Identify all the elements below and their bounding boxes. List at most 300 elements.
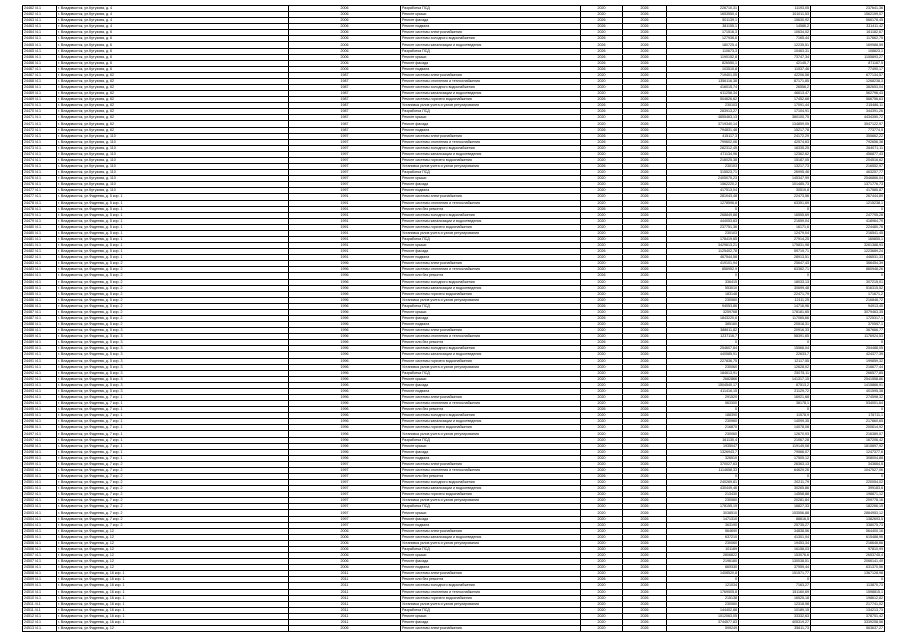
cell-record-code: 24500 /4.1 (23, 467, 57, 473)
cell-cost-b: 0 (811, 340, 885, 346)
cell-total-cost: 127936,6 (667, 36, 739, 42)
cell-address: г. Владивосток, ул.Фадеева, д. 16 кор. 1 (57, 583, 289, 589)
cell-address: г. Владивосток, ул.Фадеева, д. 7 кор. 1 (57, 431, 289, 437)
cell-year-to: 2026 (623, 103, 667, 109)
cell-year-from: 2020 (581, 6, 623, 12)
cell-total-cost: 3429613,21 (667, 243, 739, 249)
cell-address: г. Владивосток, ул.Кутузова, д. 110 (57, 139, 289, 145)
cell-build-year: 1997 (289, 522, 401, 528)
cell-cost-a: 14558,88 (739, 492, 811, 498)
cell-record-code: 24496 /4.1 (23, 425, 57, 431)
cell-cost-b: 2541558,86 (811, 376, 885, 382)
cell-cost-b: 209778,16 (811, 498, 885, 504)
cell-address: г. Владивосток, ул.Фадеева, д. 7 кор. 2 (57, 480, 289, 486)
cell-record-code: 24503 /4.1 (23, 504, 57, 510)
cell-cost-a: 20916,33 (739, 328, 811, 334)
cell-address: г. Владивосток, ул.Фадеева, д. 7 кор. 2 (57, 486, 289, 492)
cell-work-type: Ремонт системы отопления и теплоснабжения (401, 200, 581, 206)
cell-total-cost: 1012063,05 (667, 613, 739, 619)
cell-cost-b: 1223689,24 (811, 249, 885, 255)
cell-work-type: Ремонт подвала (401, 188, 581, 194)
cell-build-year: 2006 (289, 625, 401, 631)
cell-year-from: 2020 (581, 224, 623, 230)
cell-cost-b: 3547122,97 (811, 121, 885, 127)
cell-work-type: Ремонт или без ремонта (401, 340, 581, 346)
cell-year-from: 2020 (581, 376, 623, 382)
cell-total-cost: 370027,63 (667, 461, 739, 467)
cell-build-year: 1996 (289, 346, 401, 352)
cell-work-type: Ремонт или без ремонта (401, 474, 581, 480)
cell-record-code: 24464 /4.1 (23, 30, 57, 36)
cell-work-type: Ремонт фасада (401, 516, 581, 522)
cell-cost-b: 200614,92 (811, 425, 885, 431)
cell-cost-a: 17452,68 (739, 97, 811, 103)
cell-total-cost: 110673,3 (667, 48, 739, 54)
cell-year-from: 2020 (581, 467, 623, 473)
cell-year-from: 2026 (581, 24, 623, 30)
cell-record-code: 24465 /4.1 (23, 48, 57, 54)
cell-total-cost: 1935047 (667, 443, 739, 449)
cell-total-cost: 563300 (667, 401, 739, 407)
cell-record-code: 24513 /4.1 (23, 625, 57, 631)
cell-year-from: 2020 (581, 401, 623, 407)
cell-total-cost: 215138 (667, 595, 739, 601)
cell-address: г. Владивосток, ул.Фадеева, д. 5 кор. 3 (57, 364, 289, 370)
cell-record-code: 24481 /4.1 (23, 236, 57, 242)
cell-year-to: 2026 (623, 571, 667, 577)
cell-address: г. Владивосток, ул.Кутузова, д. 4 (57, 12, 289, 18)
cell-year-from: 2020 (581, 182, 623, 188)
cell-total-cost: 240269,81 (667, 480, 739, 486)
cell-build-year: 1996 (289, 352, 401, 358)
cell-build-year: 1996 (289, 297, 401, 303)
cell-year-from: 2020 (581, 498, 623, 504)
cell-work-type: Ремонт системы горячего водоснабжения (401, 291, 581, 297)
cell-total-cost: 799602,06 (667, 139, 739, 145)
cell-cost-a: 42145,7 (739, 60, 811, 66)
cell-cost-b: 331411,42 (811, 24, 885, 30)
cell-build-year: 1987 (289, 121, 401, 127)
cell-record-code: 24474 /4.1 (23, 157, 57, 163)
cell-build-year: 1996 (289, 370, 401, 376)
cell-year-to: 2026 (623, 413, 667, 419)
cell-build-year: 1987 (289, 72, 401, 78)
cell-cost-a: 175831,98 (739, 243, 811, 249)
cell-work-type: Ремонт или без ремонта (401, 577, 581, 583)
cell-total-cost: 0 (667, 577, 739, 583)
cell-cost-a: 63351,69 (739, 200, 811, 206)
cell-year-to: 2026 (623, 206, 667, 212)
cell-record-code: 24512 /4.1 (23, 613, 57, 619)
cell-year-from: 2020 (581, 12, 623, 18)
cell-build-year: 1997 (289, 516, 401, 522)
cell-total-cost: 216870 (667, 425, 739, 431)
cell-total-cost: 230060 (667, 431, 739, 437)
cell-year-to: 2026 (623, 315, 667, 321)
cell-year-from: 2020 (581, 461, 623, 467)
cell-build-year: 2006 (289, 528, 401, 534)
cell-year-from: 2026 (581, 474, 623, 480)
cell-cost-b: 463257,77 (811, 170, 885, 176)
cell-record-code: 24490 /4.1 (23, 352, 57, 358)
cell-year-from: 2020 (581, 431, 623, 437)
cell-address: г. Владивосток, ул.Кутузова, д. 4 (57, 6, 289, 12)
cell-address: г. Владивосток, ул.Фадеева, д. 16 кор. 1 (57, 571, 289, 577)
cell-year-from: 2020 (581, 291, 623, 297)
cell-address: г. Владивосток, ул.Кутузова, д. 4 (57, 18, 289, 24)
cell-work-type: Разработка ПСД (401, 236, 581, 242)
cell-cost-b: 1598815,1 (811, 589, 885, 595)
cell-work-type: Ремонт фасада (401, 382, 581, 388)
cell-work-type: Ремонт крыши (401, 115, 581, 121)
cell-address: г. Владивосток, ул.Кутузова, д. 110 (57, 182, 289, 188)
cell-cost-b: 338075,73 (811, 522, 885, 528)
cell-build-year: 1996 (289, 328, 401, 334)
cell-build-year: 1991 (289, 243, 401, 249)
cell-year-from: 2020 (581, 516, 623, 522)
cell-address: г. Владивосток, ул.Фадеева, д. 16 кор. 1 (57, 607, 289, 613)
cell-year-from: 2020 (581, 528, 623, 534)
cell-work-type: Ремонт системы канализации и водоотведения (401, 419, 581, 425)
cell-build-year: 2011 (289, 613, 401, 619)
cell-cost-a: 12111,25 (739, 297, 811, 303)
cell-record-code: 24469 /4.1 (23, 91, 57, 97)
cell-cost-b: 308004,88 (811, 455, 885, 461)
cell-record-code: 24479 /4.1 (23, 212, 57, 218)
cell-address: г. Владивосток, ул.Фадеева, д. 16 кор. 1 (57, 601, 289, 607)
cell-total-cost: 1843220,6 (667, 315, 739, 321)
cell-year-to: 2026 (623, 425, 667, 431)
cell-address: г. Владивосток, ул.Фадеева, д. 12 (57, 565, 289, 571)
cell-work-type: Ремонт системы электроснабжения (401, 625, 581, 631)
cell-record-code: 24502 /4.1 (23, 492, 57, 498)
cell-record-code: 24511 /4.1 (23, 607, 57, 613)
cell-address: г. Владивосток, ул.Фадеева, д. 12 (57, 546, 289, 552)
cell-year-to: 2026 (623, 145, 667, 151)
cell-year-from: 2020 (581, 492, 623, 498)
cell-cost-a: 73747,34 (739, 54, 811, 60)
cell-year-to: 2026 (623, 553, 667, 559)
cell-year-to: 2026 (623, 255, 667, 261)
cell-build-year: 1996 (289, 443, 401, 449)
cell-address: г. Владивосток, ул.Фадеева, д. 7 кор. 2 (57, 516, 289, 522)
cell-year-to: 2026 (623, 619, 667, 625)
table-row (23, 625, 885, 631)
cell-record-code: 24474 /4.1 (23, 151, 57, 157)
cell-record-code: 24481 /4.1 (23, 243, 57, 249)
cell-year-to: 2026 (623, 504, 667, 510)
cell-work-type: Ремонт системы горячего водоснабжения (401, 157, 581, 163)
cell-year-to: 2026 (623, 376, 667, 382)
cell-year-to: 2026 (623, 522, 667, 528)
cell-record-code: 24510 /4.1 (23, 589, 57, 595)
cell-total-cost: 1237116,7 (667, 334, 739, 340)
cell-cost-a: 11193,05 (739, 6, 811, 12)
cell-year-from: 2026 (581, 577, 623, 583)
cell-year-to: 2026 (623, 121, 667, 127)
cell-total-cost: 3744577,83 (667, 619, 739, 625)
cell-build-year: 1996 (289, 267, 401, 273)
cell-total-cost: 101169 (667, 546, 739, 552)
cell-cost-b: 199859,32 (811, 358, 885, 364)
cell-cost-a: 0 (739, 474, 811, 480)
cell-work-type: Ремонт системы отопления и теплоснабжения (401, 334, 581, 340)
cell-year-to: 2026 (623, 200, 667, 206)
cell-cost-b: 224480,78 (811, 224, 885, 230)
cell-total-cost: 326510 (667, 455, 739, 461)
cell-address: г. Владивосток, ул.Кутузова, д. 62 (57, 91, 289, 97)
cell-year-to: 2026 (623, 109, 667, 115)
cell-total-cost: 216025,38 (667, 157, 739, 163)
cell-build-year: 1987 (289, 115, 401, 121)
cell-work-type: Установка узлов учета и узлов регулирования (401, 540, 581, 546)
cell-cost-b: 418964,79 (811, 218, 885, 224)
cell-cost-a: 117065,66 (739, 315, 811, 321)
cell-address: г. Владивосток, ул.Кутузова, д. 110 (57, 145, 289, 151)
cell-address: г. Владивосток, ул.Фадеева, д. 7 кор. 1 (57, 449, 289, 455)
cell-cost-b: 0 (811, 407, 885, 413)
cell-address: г. Владивосток, ул.Фадеева, д. 5 кор. 2 (57, 267, 289, 273)
cell-build-year: 2006 (289, 553, 401, 559)
cell-cost-b: 417585,87 (811, 188, 885, 194)
cell-build-year: 2006 (289, 60, 401, 66)
cell-address: г. Владивосток, ул.Фадеева, д. 5 кор. 2 (57, 261, 289, 267)
cell-total-cost: 416015,74 (667, 85, 739, 91)
cell-year-from: 2020 (581, 85, 623, 91)
cell-cost-a: 0 (739, 273, 811, 279)
cell-total-cost: 1471310 (667, 516, 739, 522)
cell-year-from: 2020 (581, 382, 623, 388)
cell-total-cost: 599249 (667, 625, 739, 631)
cell-year-from: 2020 (581, 151, 623, 157)
cell-year-from: 2020 (581, 443, 623, 449)
cell-year-from: 2020 (581, 589, 623, 595)
cell-record-code: 24507 /4.1 (23, 553, 57, 559)
cell-year-from: 2020 (581, 546, 623, 552)
cell-total-cost: 226710,31 (667, 6, 739, 12)
cell-year-from: 2026 (581, 340, 623, 346)
cell-record-code: 24477 /4.1 (23, 188, 57, 194)
cell-year-to: 2026 (623, 12, 667, 18)
cell-record-code: 24475 /4.1 (23, 170, 57, 176)
cell-work-type: Ремонт системы горячего водоснабжения (401, 425, 581, 431)
cell-address: г. Владивосток, ул.Кутузова, д. 62 (57, 78, 289, 84)
cell-cost-a: 101485,73 (739, 182, 811, 188)
cell-record-code: 24485 /4.1 (23, 285, 57, 291)
cell-year-from: 2020 (581, 346, 623, 352)
cell-year-to: 2026 (623, 194, 667, 200)
cell-year-to: 2026 (623, 60, 667, 66)
cell-build-year: 1996 (289, 407, 401, 413)
cell-address: г. Владивосток, ул.Фадеева, д. 7 кор. 2 (57, 498, 289, 504)
cell-cost-b: 117662,75 (811, 36, 885, 42)
cell-year-from: 2020 (581, 540, 623, 546)
cell-work-type: Ремонт фасада (401, 315, 581, 321)
cell-address: г. Владивосток, ул.Фадеева, д. 7 кор. 2 (57, 461, 289, 467)
cell-cost-b: 182266,15 (811, 504, 885, 510)
cell-address: г. Владивосток, ул.Кутузова, д. 6 (57, 66, 289, 72)
cell-build-year: 1996 (289, 437, 401, 443)
cell-record-code: 24497 /4.1 (23, 431, 57, 437)
cell-year-from: 2020 (581, 583, 623, 589)
cell-cost-b: 1176924,53 (811, 334, 885, 340)
cell-record-code: 24494 /4.1 (23, 401, 57, 407)
cell-record-code: 24485 /4.1 (23, 291, 57, 297)
cell-cost-b: 534001,64 (811, 401, 885, 407)
cell-cost-a: 21067,28 (739, 437, 811, 443)
cell-cost-b: 1815897,92 (811, 443, 885, 449)
cell-cost-b: 237641,36 (811, 6, 885, 12)
cell-address: г. Владивосток, ул.Фадеева, д. 5 кор. 2 (57, 273, 289, 279)
cell-work-type: Ремонт крыши (401, 176, 581, 182)
cell-cost-b: 264071,11 (811, 145, 885, 151)
cell-build-year: 1996 (289, 431, 401, 437)
cell-year-from: 2020 (581, 486, 623, 492)
cell-build-year: 1997 (289, 145, 401, 151)
cell-cost-a: 30265,86 (739, 486, 811, 492)
cell-total-cost: 363190 (667, 522, 739, 528)
cell-year-from: 2026 (581, 18, 623, 24)
cell-build-year: 1996 (289, 449, 401, 455)
cell-year-from: 2020 (581, 522, 623, 528)
cell-build-year: 1997 (289, 474, 401, 480)
cell-year-to: 2026 (623, 297, 667, 303)
cell-cost-a: 21659,04 (739, 218, 811, 224)
cell-cost-a: 18033,13 (739, 279, 811, 285)
cell-work-type: Ремонт системы отопления и теплоснабжения (401, 401, 581, 407)
cell-year-to: 2026 (623, 139, 667, 145)
cell-cost-b: 198612,82 (811, 595, 885, 601)
cell-cost-a: 15217,78 (739, 127, 811, 133)
spreadsheet-page (22, 5, 884, 632)
cell-work-type: Ремонт фасада (401, 18, 581, 24)
cell-cost-a: 12318,98 (739, 601, 811, 607)
cell-record-code: 24464 /4.1 (23, 36, 57, 42)
cell-year-to: 2026 (623, 66, 667, 72)
cell-year-from: 2020 (581, 322, 623, 328)
cell-build-year: 1987 (289, 85, 401, 91)
cell-cost-a: 20281,84 (739, 498, 811, 504)
cell-address: г. Владивосток, ул.Фадеева, д. 5 кор. 2 (57, 291, 289, 297)
cell-cost-a: 18335,25 (739, 145, 811, 151)
capital-repair-table (22, 5, 885, 632)
cell-work-type: Разработка ПСД (401, 437, 581, 443)
cell-work-type: Ремонт или без ремонта (401, 273, 581, 279)
cell-cost-b: 216646,66 (811, 540, 885, 546)
cell-year-from: 2020 (581, 236, 623, 242)
cell-cost-b: 267444,89 (811, 194, 885, 200)
cell-year-from: 2020 (581, 510, 623, 516)
cell-build-year: 2006 (289, 54, 401, 60)
cell-cost-b: 216389,07 (811, 431, 885, 437)
cell-year-from: 2020 (581, 261, 623, 267)
cell-cost-a: 28913,51 (739, 255, 811, 261)
cell-year-to: 2026 (623, 540, 667, 546)
cell-record-code: 24475 /4.1 (23, 164, 57, 170)
cell-build-year: 1991 (289, 236, 401, 242)
cell-total-cost: 237751,36 (667, 224, 739, 230)
cell-work-type: Ремонт системы электроснабжения (401, 30, 581, 36)
cell-year-to: 2026 (623, 218, 667, 224)
cell-work-type: Ремонт системы канализации и водоотведения (401, 91, 581, 97)
cell-build-year: 1996 (289, 279, 401, 285)
cell-work-type: Ремонт крыши (401, 54, 581, 60)
cell-year-to: 2026 (623, 267, 667, 273)
cell-record-code: 24510 /4.1 (23, 595, 57, 601)
cell-cost-a: 14099,35 (739, 419, 811, 425)
cell-year-from: 2026 (581, 48, 623, 54)
cell-year-to: 2026 (623, 54, 667, 60)
cell-cost-a: 20211,79 (739, 480, 811, 486)
cell-cost-b: 401595,38 (811, 388, 885, 394)
cell-record-code: 24482 /4.1 (23, 249, 57, 255)
cell-record-code: 24472 /4.1 (23, 127, 57, 133)
cell-cost-a: 10189,15 (739, 607, 811, 613)
cell-year-to: 2026 (623, 249, 667, 255)
cell-year-to: 2026 (623, 510, 667, 516)
cell-cost-a: 101011,53 (739, 12, 811, 18)
cell-cost-a: 10463,31 (739, 48, 811, 54)
cell-work-type: Ремонт системы холодного водоснабжения (401, 36, 581, 42)
cell-record-code: 24500 /4.1 (23, 474, 57, 480)
cell-cost-a: 25075,11 (739, 370, 811, 376)
cell-total-cost: 283913,27 (667, 109, 739, 115)
cell-work-type: Разработка ПСД (401, 607, 581, 613)
cell-work-type: Разработка ПСД (401, 303, 581, 309)
cell-total-cost: 227836,75 (667, 358, 739, 364)
cell-year-from: 2020 (581, 352, 623, 358)
cell-cost-a: 87171,85 (739, 78, 811, 84)
cell-total-cost: 254607,84 (667, 346, 739, 352)
cell-build-year: 1997 (289, 176, 401, 182)
cell-cost-a: 14586,2 (739, 24, 811, 30)
cell-record-code: 24486 /4.1 (23, 297, 57, 303)
cell-work-type: Разработка ПСД (401, 6, 581, 12)
cell-record-code: 24508 /4.1 (23, 571, 57, 577)
cell-cost-b: 355862,22 (811, 133, 885, 139)
cell-build-year: 2011 (289, 577, 401, 583)
cell-cost-b: 0 (811, 577, 885, 583)
cell-address: г. Владивосток, ул.Фадеева, д. 5 кор. 3 (57, 334, 289, 340)
cell-cost-b: 266577,85 (811, 370, 885, 376)
cell-total-cost: 1562220,2 (667, 182, 739, 188)
cell-cost-a: 38178,1 (739, 401, 811, 407)
cell-record-code: 24495 /4.1 (23, 407, 57, 413)
cell-address: г. Владивосток, ул.Фадеева, д. 16 кор. 1 (57, 595, 289, 601)
cell-year-to: 2026 (623, 595, 667, 601)
cell-work-type: Ремонт системы электроснабжения (401, 261, 581, 267)
cell-cost-b: 216541,45 (811, 230, 885, 236)
cell-cost-a: 178181,65 (739, 309, 811, 315)
cell-cost-a: 37959,44 (739, 565, 811, 571)
cell-build-year: 2006 (289, 24, 401, 30)
cell-record-code: 24477 /4.1 (23, 194, 57, 200)
cell-address: г. Владивосток, ул.Фадеева, д. 7 кор. 2 (57, 474, 289, 480)
cell-cost-b: 615488,96 (811, 534, 885, 540)
cell-year-from: 2020 (581, 30, 623, 36)
cell-year-from: 2020 (581, 607, 623, 613)
cell-year-to: 2026 (623, 443, 667, 449)
cell-work-type: Ремонт подвала (401, 255, 581, 261)
cell-address: г. Владивосток, ул.Фадеева, д. 7 кор. 1 (57, 443, 289, 449)
cell-year-from: 2026 (581, 97, 623, 103)
cell-address: г. Владивосток, ул.Кутузова, д. 110 (57, 164, 289, 170)
cell-work-type: Ремонт системы электроснабжения (401, 461, 581, 467)
cell-total-cost: 230060 (667, 601, 739, 607)
cell-year-to: 2026 (623, 601, 667, 607)
cell-year-to: 2026 (623, 467, 667, 473)
cell-cost-a: 153076,6 (739, 553, 811, 559)
